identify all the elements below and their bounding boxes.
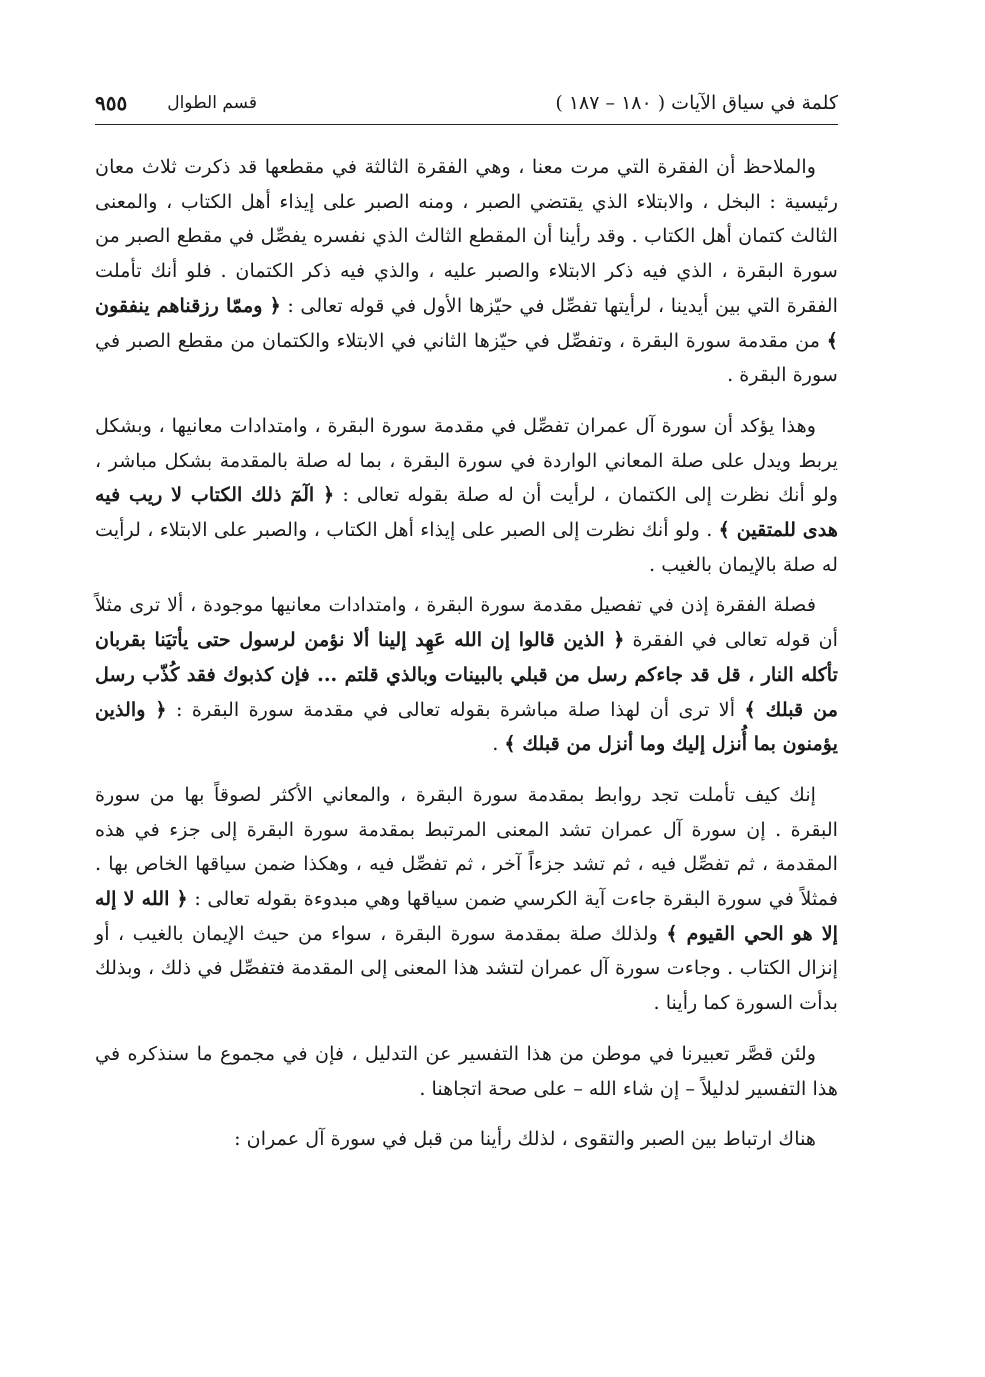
text-run: ألا ترى أن لهذا صلة مباشرة بقوله تعالى في مقدمة سورة البقرة : (166, 697, 745, 721)
header-left-group (95, 91, 257, 115)
text-run: ولذلك صلة بمقدمة سورة البقرة ، سواء من حيث الإيمان بالغيب ، أو إنزال الكتاب . وجاءت سورة آل عمران لتشد هذا المعنى إلى المقدمة فتفصِّل في ذلك ، وبذلك بدأت السورة كما رأينا . (95, 921, 838, 1015)
page-body (95, 150, 838, 1157)
running-header (95, 86, 838, 120)
quran-quote: ﴿ الذين قالوا إن الله عَهِد إلينا ألا نؤمن لرسول حتى يأتيَنا بقربان تأكله النار ، قل قد جاءكم رسل من قبلي بالبينات وبالذي قلتم ... فإن كذبوك فقد كُذّب رسل من قبلك ﴾ (95, 628, 838, 721)
text-run: . ولو أنك نظرت إلى الصبر على إيذاء أهل الكتاب ، والصبر على الابتلاء ، لرأيت له صلة بالإيمان بالغيب . (95, 518, 838, 576)
quran-quote: ﴿ الٓمٓ ذلك الكتاب لا ريب فيه هدى للمتقين ﴾ (95, 483, 838, 542)
text-run: هناك ارتباط بين الصبر والتقوى ، لذلك رأينا من قبل في سورة آل عمران : (234, 1127, 816, 1151)
text-run: من مقدمة سورة البقرة ، وتفصِّل في حيّزها الثاني في الابتلاء والكتمان من مقطع الصبر في سورة البقرة . (95, 328, 838, 387)
quran-quote: ﴿ الله لا إله إلا هو الحي القيوم ﴾ (95, 887, 838, 945)
paragraph-3 (95, 588, 838, 762)
quran-quote: ﴿ وممّا رزقناهم ينفقون ﴾ (95, 293, 838, 352)
paragraph-2 (95, 409, 838, 583)
paragraph-4 (95, 778, 838, 1021)
text-run: ولئن قصَّر تعبيرنا في موطن من هذا التفسير عن التدليل ، فإن في مجموع ما سنذكره في هذا التفسير لدليلاً – إن شاء الله – على صحة اتجاهنا . (95, 1041, 838, 1100)
text-run: فصلة الفقرة إذن في تفصيل مقدمة سورة البقرة ، وامتدادات معانيها موجودة ، ألا ترى مثلاً أن قوله تعالى في الفقرة (95, 593, 838, 652)
page-number: ٩٥٥ (95, 91, 128, 115)
header-rule (95, 124, 838, 125)
paragraph-5 (95, 1037, 838, 1106)
paragraph-6 (95, 1122, 838, 1157)
text-run: وهذا يؤكد أن سورة آل عمران تفصِّل في مقدمة سورة البقرة ، وامتدادات معانيها ، وبشكل يربط ويدل على صلة المعاني الواردة في سورة البقرة ، بما له صلة بالمقدمة بشكل مباشر ، ولو أنك نظرت إلى الكتمان ، لرأيت أن له صلة بقوله تعالى : (95, 413, 838, 507)
header-title: كلمة في سياق الآيات ( ١٨٠ – ١٨٧ ) (555, 92, 838, 114)
section-name: قسم الطوال (167, 93, 257, 113)
quran-quote: ﴿ والذين يؤمنون بما أُنزل إليك وما أنزل من قبلك ﴾ (95, 697, 838, 756)
text-run: والملاحظ أن الفقرة التي مرت معنا ، وهي الفقرة الثالثة في مقطعها قد ذكرت ثلاث معان رئيسية : البخل ، والابتلاء الذي يقتضي الصبر ، ومنه الصبر على إيذاء أهل الكتاب ، والمعنى الثالث كتمان أهل الكتاب . وقد رأينا أن المقطع الثالث الذي نفسره يفصِّل في مقطع الصبر من سورة البقرة ، الذي فيه ذكر الابتلاء والصبر عليه ، والذي فيه ذكر الكتمان . فلو أنك تأملت الفقرة التي بين أيدينا ، لرأيتها تفصِّل في حيّزها الأول في قوله تعالى : (95, 155, 838, 317)
paragraph-1 (95, 150, 838, 393)
text-run: . (492, 732, 505, 756)
text-run: إنك كيف تأملت تجد روابط بمقدمة سورة البقرة ، والمعاني الأكثر لصوقاً بها من سورة البقرة . إن سورة آل عمران تشد المعنى المرتبط بمقدمة سورة البقرة إلى جزء في هذه المقدمة ، ثم تفصِّل فيه ، ثم تشد جزءاً آخر ، ثم تفصِّل فيه ، وهكذا ضمن سياقها الخاص بها . فمثلاً في سورة البقرة جاءت آية الكرسي ضمن سياقها وهي مبدوءة بقوله تعالى : (95, 782, 838, 911)
